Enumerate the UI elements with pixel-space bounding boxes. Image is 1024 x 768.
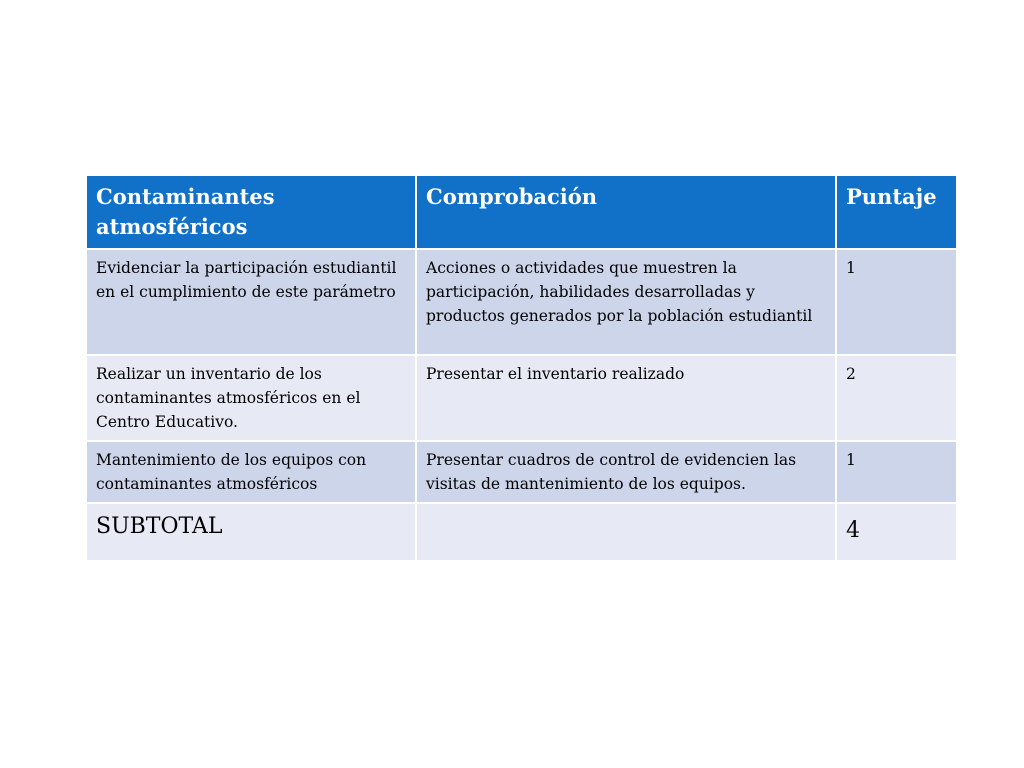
header-comprobacion: Comprobación [416, 175, 836, 249]
header-puntaje: Puntaje [836, 175, 957, 249]
subtotal-row [86, 503, 957, 561]
rubric-table [85, 174, 958, 562]
table-cell-criterion: Evidenciar la participación estudiantil en el cumplimiento de este parámetro [86, 249, 416, 355]
header-contaminantes: Contaminantes atmosféricos [86, 175, 416, 249]
table-cell-score: 1 [836, 441, 957, 503]
subtotal-empty-cell [416, 503, 836, 561]
table-cell-criterion: Realizar un inventario de los contaminantes atmosféricos en el Centro Educativo. [86, 355, 416, 441]
table-row [86, 441, 957, 503]
subtotal-score: 4 [836, 503, 957, 561]
table-row [86, 249, 957, 355]
table-cell-evidence: Acciones o actividades que muestren la participación, habilidades desarrolladas y productos generados por la población estudiantil [416, 249, 836, 355]
table-cell-criterion: Mantenimiento de los equipos con contaminantes atmosféricos [86, 441, 416, 503]
table-cell-evidence: Presentar el inventario realizado [416, 355, 836, 441]
table-row [86, 355, 957, 441]
table-header-row [86, 175, 957, 249]
subtotal-label: SUBTOTAL [86, 503, 416, 561]
table-cell-evidence: Presentar cuadros de control de evidencien las visitas de mantenimiento de los equipos. [416, 441, 836, 503]
table-cell-score: 1 [836, 249, 957, 355]
table-cell-score: 2 [836, 355, 957, 441]
